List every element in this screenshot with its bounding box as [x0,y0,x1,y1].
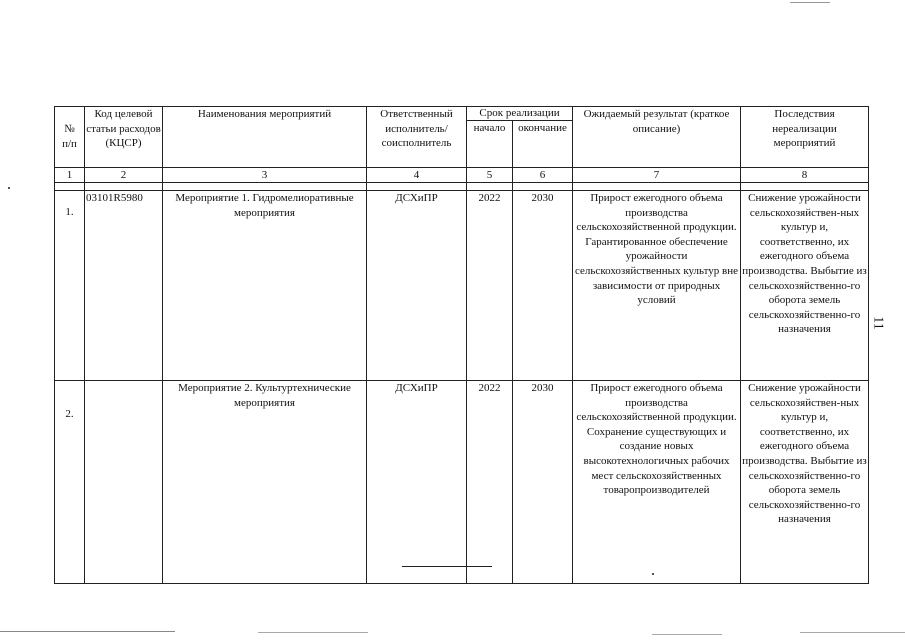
header-start: начало [467,121,513,168]
scan-edge-right [652,634,722,635]
row-consequences: Снижение урожайности сельскохозяйствен-ных культур и, соответственно, их ежегодного объема производства. Выбытие из сельскохозяйственно-го оборота земель сельскохозяйственно-го назначения [741,191,869,381]
scan-edge-far-right [800,632,905,633]
header-code: Код целевой статьи расходов (КЦСР) [85,107,163,168]
column-number: 3 [163,168,367,183]
row-executor: ДСХиПР [367,381,467,584]
column-number: 2 [85,168,163,183]
row-executor: ДСХиПР [367,191,467,381]
page-number: 11 [870,316,886,330]
row-activity-name: Мероприятие 1. Гидромелиоративные мероприятия [163,191,367,381]
row-code: 03101R5980 [85,191,163,381]
header-activity-name: Наименования мероприятий [163,107,367,168]
table-row [55,381,869,584]
header-end: окончание [513,121,573,168]
table-row [55,191,869,381]
row-number: 1. [55,191,85,381]
activities-table [54,106,869,584]
column-number: 4 [367,168,467,183]
scan-edge-left [0,631,175,632]
scan-edge-mid [258,632,368,633]
header-term: Срок реализации [467,107,573,121]
end-rule [402,566,492,567]
row-activity-name: Мероприятие 2. Культуртехнические мероприятия [163,381,367,584]
header-row [55,107,869,121]
column-number-row [55,168,869,183]
row-start-year: 2022 [467,381,513,584]
scan-dot [652,573,654,575]
header-number: № п/п [55,107,85,168]
row-end-year: 2030 [513,381,573,584]
column-number: 7 [573,168,741,183]
scan-dot [8,187,10,189]
header-executor: Ответственный исполнитель/ соисполнитель [367,107,467,168]
header-consequences: Последствия нереализации мероприятий [741,107,869,168]
spacer-row [55,183,869,191]
column-number: 6 [513,168,573,183]
row-expected-result: Прирост ежегодного объема производства сельскохозяйственной продукции. Гарантированное обеспечение урожайности сельскохозяйственных культур вне зависимости от природных условий [573,191,741,381]
column-number: 5 [467,168,513,183]
row-end-year: 2030 [513,191,573,381]
row-number: 2. [55,381,85,584]
row-expected-result: Прирост ежегодного объема производства сельскохозяйственной продукции. Сохранение существующих и создание новых высокотехнологичных рабочих мест сельскохозяйственных товаропроизводителей [573,381,741,584]
column-number: 1 [55,168,85,183]
row-consequences: Снижение урожайности сельскохозяйствен-ных культур и, соответственно, их ежегодного объема производства. Выбытие из сельскохозяйственно-го оборота земель сельскохозяйственно-го назначения [741,381,869,584]
header-expected-result: Ожидаемый результат (краткое описание) [573,107,741,168]
column-number: 8 [741,168,869,183]
scan-edge-top [790,2,830,3]
row-code [85,381,163,584]
row-start-year: 2022 [467,191,513,381]
